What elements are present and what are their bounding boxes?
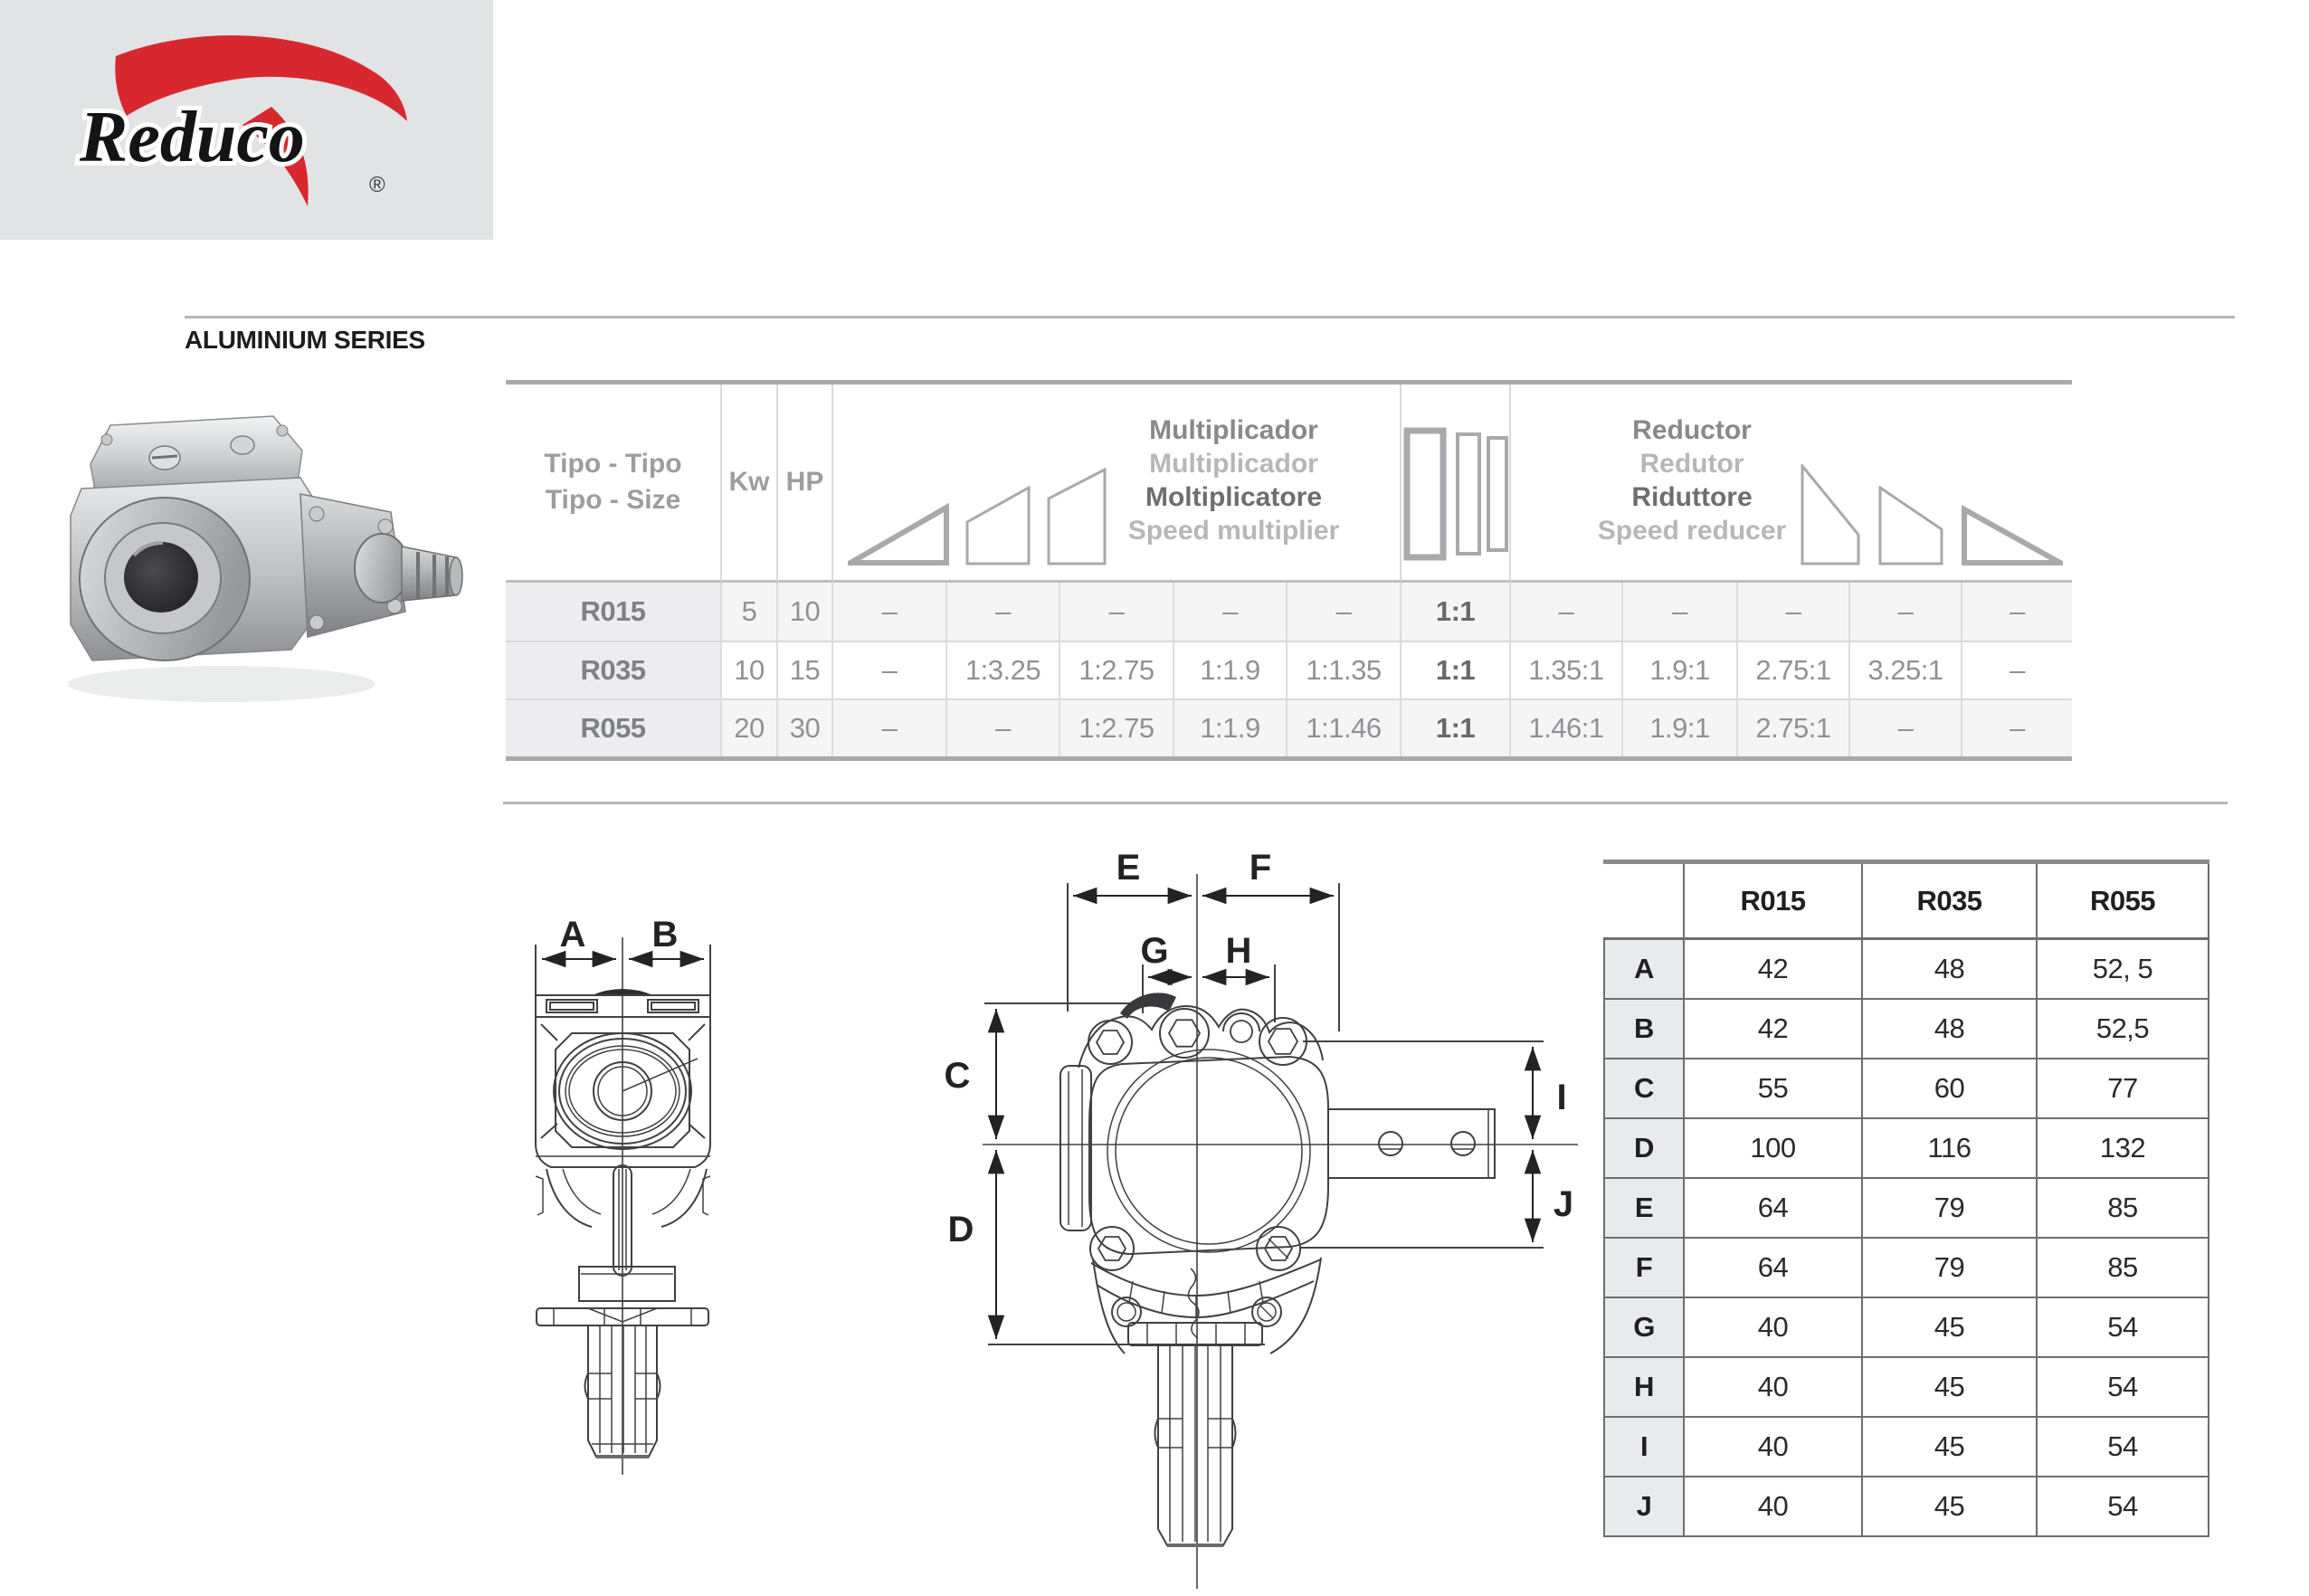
unity-ratio: 1:1 xyxy=(1402,583,1511,641)
red-ratio: – xyxy=(1962,583,2072,641)
dim-value: 64 xyxy=(1685,1179,1863,1239)
red-ratio: 3.25:1 xyxy=(1850,641,1962,698)
top-divider xyxy=(185,316,2235,318)
dims-corner-cell xyxy=(1603,864,1685,940)
reducer-es: Reductor xyxy=(1632,415,1752,445)
dim-label-g: G xyxy=(1140,931,1169,971)
type-header-line1: Tipo - Tipo xyxy=(544,449,682,479)
red-ratio: – xyxy=(1962,698,2072,756)
red-ratio: – xyxy=(1850,698,1962,756)
multiplier-header xyxy=(833,385,1402,583)
mult-ratio: – xyxy=(947,583,1060,641)
row-type: R015 xyxy=(506,583,722,641)
dim-row-label: F xyxy=(1603,1239,1685,1298)
dim-label-d: D xyxy=(947,1210,974,1249)
dim-row-label: J xyxy=(1603,1477,1685,1537)
unity-column-header xyxy=(1402,385,1511,583)
dim-value: 45 xyxy=(1863,1418,2038,1477)
reducer-header xyxy=(1511,385,2072,583)
kw-value: 10 xyxy=(722,641,778,698)
multiplier-pt: Multiplicador xyxy=(1149,449,1318,479)
dim-value: 77 xyxy=(2038,1059,2209,1119)
row-type: R035 xyxy=(506,641,722,698)
mult-ratio: 1:1.35 xyxy=(1288,641,1402,698)
multiplier-trapezoid-small-icon xyxy=(965,486,1031,565)
multiplier-en: Speed multiplier xyxy=(1127,516,1340,546)
mult-ratio: 1:1.9 xyxy=(1174,641,1288,698)
dim-value: 40 xyxy=(1685,1298,1863,1358)
hp-value: 30 xyxy=(778,698,833,756)
dim-value: 54 xyxy=(2038,1358,2209,1418)
dim-value: 48 xyxy=(1863,940,2038,1000)
dim-value: 52,5 xyxy=(2038,1000,2209,1059)
reducer-it: Riduttore xyxy=(1631,482,1753,512)
reduco-logo xyxy=(0,0,493,240)
hp-label: HP xyxy=(785,467,824,497)
mult-ratio: 1:1.9 xyxy=(1174,698,1288,756)
red-ratio: 1.35:1 xyxy=(1511,641,1623,698)
dim-label-a: A xyxy=(559,915,586,955)
dim-value: 60 xyxy=(1863,1059,2038,1119)
dims-col-header: R035 xyxy=(1863,864,2038,940)
ratio-table xyxy=(506,380,2072,761)
dim-row-label: E xyxy=(1603,1179,1685,1239)
red-ratio: – xyxy=(1738,583,1850,641)
hp-column-header xyxy=(778,385,833,583)
red-ratio: 1.46:1 xyxy=(1511,698,1623,756)
dim-value: 55 xyxy=(1685,1059,1863,1119)
one-to-one-bars-icon xyxy=(1403,427,1508,561)
kw-value: 20 xyxy=(722,698,778,756)
dimensions-table xyxy=(1603,860,2209,1537)
hp-value: 10 xyxy=(778,583,833,641)
dim-row-label: C xyxy=(1603,1059,1685,1119)
dim-value: 40 xyxy=(1685,1358,1863,1418)
dim-value: 116 xyxy=(1863,1119,2038,1179)
mult-ratio: – xyxy=(947,698,1060,756)
dim-value: 48 xyxy=(1863,1000,2038,1059)
type-column-header xyxy=(506,385,722,583)
multiplier-es: Multiplicador xyxy=(1149,415,1318,445)
mult-ratio: 1:2.75 xyxy=(1060,698,1174,756)
multiplier-ramp-icon xyxy=(848,500,949,565)
dim-row-label: G xyxy=(1603,1298,1685,1358)
reducer-pt: Redutor xyxy=(1639,449,1744,479)
dim-label-f: F xyxy=(1249,848,1272,888)
row-type: R055 xyxy=(506,698,722,756)
mult-ratio: – xyxy=(1174,583,1288,641)
mult-ratio: 1:1.46 xyxy=(1288,698,1402,756)
mult-ratio: – xyxy=(1288,583,1402,641)
dim-value: 54 xyxy=(2038,1477,2209,1537)
mult-ratio: – xyxy=(1060,583,1174,641)
dim-label-e: E xyxy=(1116,848,1141,888)
logo-brand-text: Reduco xyxy=(80,98,305,177)
red-ratio: – xyxy=(1962,641,2072,698)
mult-ratio: – xyxy=(833,641,947,698)
mid-divider xyxy=(503,802,2228,804)
dim-value: 45 xyxy=(1863,1298,2038,1358)
dim-row-label: A xyxy=(1603,940,1685,1000)
dim-label-h: H xyxy=(1225,931,1252,971)
dim-value: 45 xyxy=(1863,1477,2038,1537)
dim-value: 85 xyxy=(2038,1239,2209,1298)
photo-shadow xyxy=(68,666,375,702)
dim-value: 40 xyxy=(1685,1477,1863,1537)
dim-label-j: J xyxy=(1553,1184,1574,1224)
logo-registered-mark: ® xyxy=(369,173,385,197)
dim-value: 85 xyxy=(2038,1179,2209,1239)
dim-value: 42 xyxy=(1685,1000,1863,1059)
dim-value: 54 xyxy=(2038,1418,2209,1477)
red-ratio: 1.9:1 xyxy=(1623,641,1738,698)
kw-label: Kw xyxy=(728,467,770,497)
product-photo xyxy=(27,378,475,731)
dim-value: 52, 5 xyxy=(2038,940,2209,1000)
dim-label-c: C xyxy=(944,1056,971,1096)
dim-value: 132 xyxy=(2038,1119,2209,1179)
dim-row-label: B xyxy=(1603,1000,1685,1059)
reducer-en: Speed reducer xyxy=(1597,516,1787,546)
reducer-trapezoid-large-icon xyxy=(1801,464,1860,565)
mult-ratio: – xyxy=(833,583,947,641)
dim-value: 79 xyxy=(1863,1179,2038,1239)
output-hub xyxy=(355,534,409,603)
dim-value: 40 xyxy=(1685,1418,1863,1477)
dim-value: 42 xyxy=(1685,940,1863,1000)
dim-row-label: D xyxy=(1603,1119,1685,1179)
dims-col-header: R015 xyxy=(1685,864,1863,940)
dim-value: 79 xyxy=(1863,1239,2038,1298)
mult-ratio: – xyxy=(833,698,947,756)
mult-ratio: 1:3.25 xyxy=(947,641,1060,698)
multiplier-it: Moltiplicatore xyxy=(1145,482,1322,512)
dim-value: 45 xyxy=(1863,1358,2038,1418)
page-title: ALUMINIUM SERIES xyxy=(185,326,425,354)
dim-value: 64 xyxy=(1685,1239,1863,1298)
multiplier-title xyxy=(1064,413,1403,547)
dim-row-label: H xyxy=(1603,1358,1685,1418)
unity-ratio: 1:1 xyxy=(1402,641,1511,698)
dim-row-label: I xyxy=(1603,1418,1685,1477)
front-view-drawing xyxy=(536,937,710,1475)
red-ratio: 2.75:1 xyxy=(1738,698,1850,756)
logo-panel xyxy=(0,0,493,240)
reducer-trapezoid-small-icon xyxy=(1878,486,1943,565)
dim-value: 100 xyxy=(1685,1119,1863,1179)
dim-value: 54 xyxy=(2038,1298,2209,1358)
unity-ratio: 1:1 xyxy=(1402,698,1511,756)
dim-label-b: B xyxy=(651,915,679,955)
dim-label-i: I xyxy=(1556,1078,1567,1117)
type-header-line2: Tipo - Size xyxy=(545,485,681,515)
red-ratio: – xyxy=(1511,583,1623,641)
red-ratio: 1.9:1 xyxy=(1623,698,1738,756)
kw-column-header xyxy=(722,385,778,583)
hp-value: 15 xyxy=(778,641,833,698)
side-view-drawing xyxy=(983,874,1578,1589)
red-ratio: – xyxy=(1623,583,1738,641)
reducer-ramp-icon xyxy=(1962,502,2063,565)
mult-ratio: 1:2.75 xyxy=(1060,641,1174,698)
dims-col-header: R055 xyxy=(2038,864,2209,940)
red-ratio: – xyxy=(1850,583,1962,641)
red-ratio: 2.75:1 xyxy=(1738,641,1850,698)
kw-value: 5 xyxy=(722,583,778,641)
